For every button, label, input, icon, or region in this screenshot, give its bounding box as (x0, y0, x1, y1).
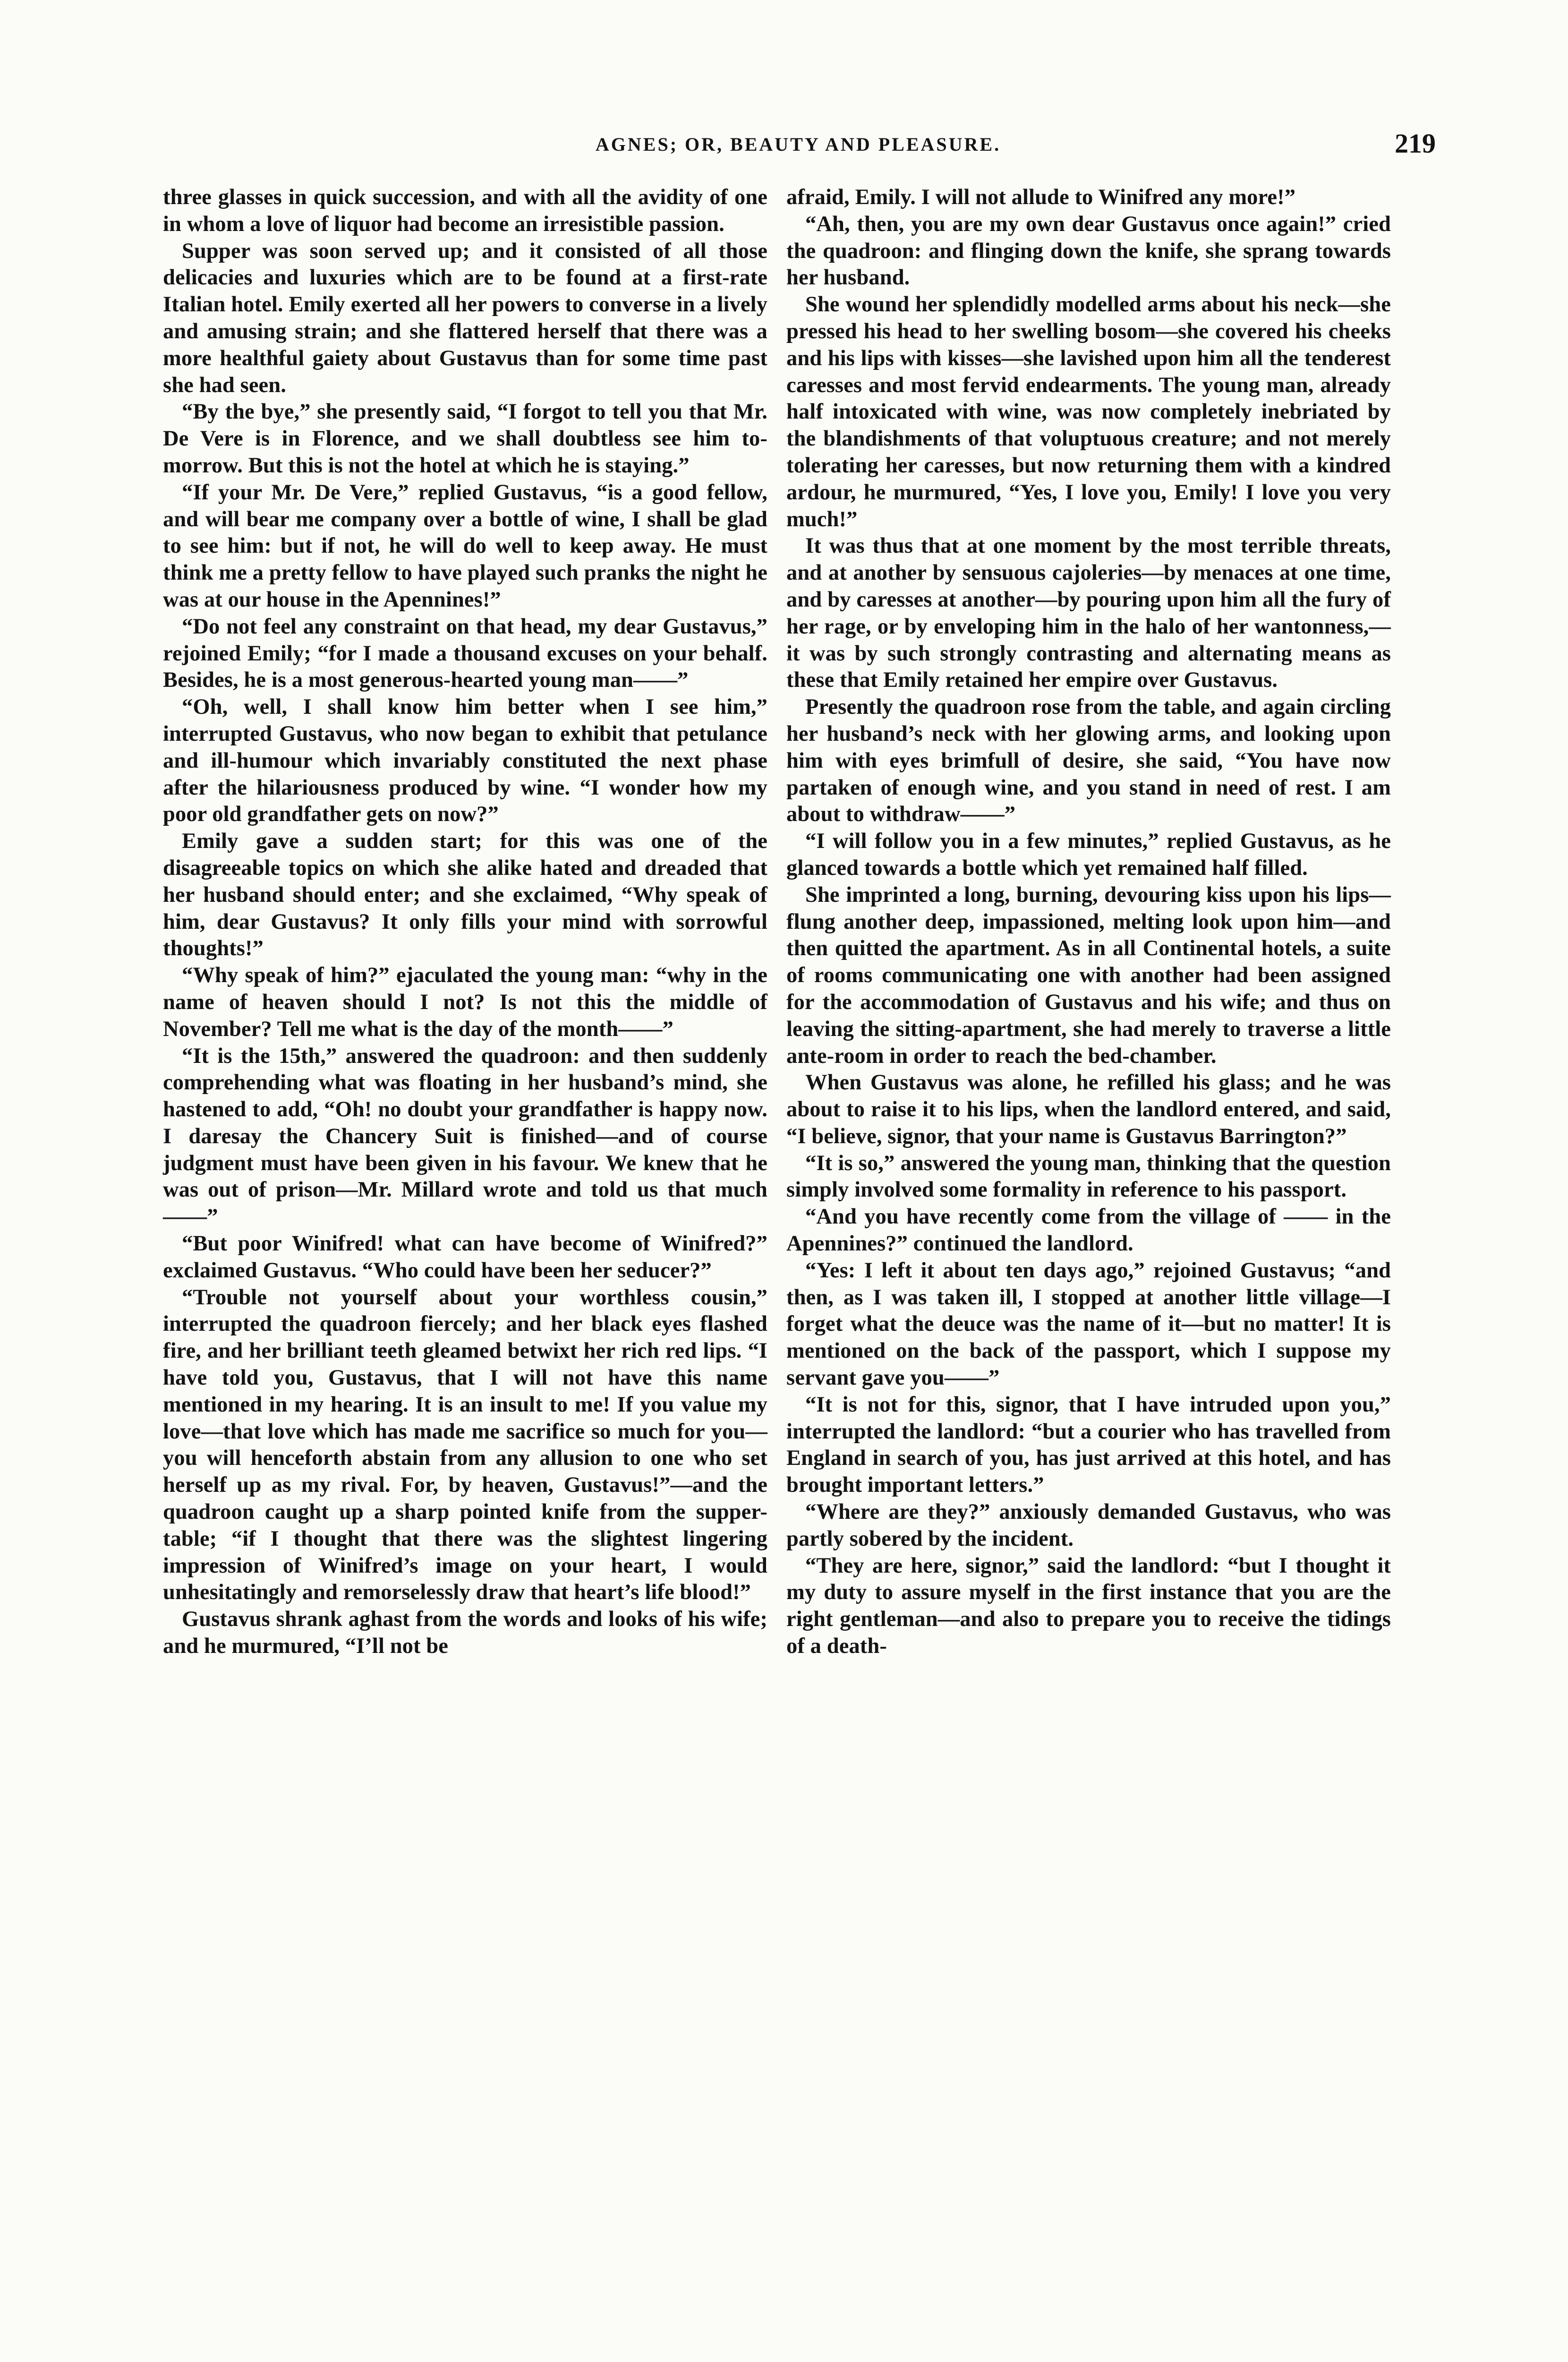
paragraph: “It is the 15th,” answered the quadroon: and then suddenly comprehending what was floating in her husband’s mind, she hastened to add, “Oh! no doubt your grandfather is happy now. I daresay the Chancery Suit is finished—and of course judgment must have been given in his favour. We knew that he was out of prison—Mr. Millard wrote and told us that much——” (163, 1044, 767, 1229)
paragraph: “They are here, signor,” said the landlord: “but I thought it my duty to assure myself in the first instance that you are the right gentleman—and also to prepare you to receive the tidings of a death- (786, 1553, 1391, 1659)
paragraph: It was thus that at one moment by the most terrible threats, and at another by sensuous cajoleries—by menaces at one time, and by caresses at another—by pouring upon him all the fury of her rage, or by enveloping him in the halo of her wantonness,—it was by such strongly contrasting and alternating means as these that Emily retained her empire over Gustavus. (786, 534, 1391, 693)
paragraph: Presently the quadroon rose from the table, and again circling her husband’s neck with her glowing arms, and looking upon him with eyes brimfull of desire, she said, “You have now partaken of enough wine, and you stand in need of rest. I am about to withdraw——” (786, 695, 1391, 827)
paragraph: “Do not feel any constraint on that head, my dear Gustavus,” rejoined Emily; “for I made a thousand excuses on your behalf. Besides, he is a most generous-hearted young man——” (163, 614, 767, 693)
paragraph: She imprinted a long, burning, devouring kiss upon his lips—flung another deep, impassioned, melting look upon him—and then quitted the apartment. As in all Continental hotels, a suite of rooms communicating one with another had been assigned for the accommodation of Gustavus and his wife; and thus on leaving the sitting-apartment, she had merely to traverse a little ante-room in order to reach the bed-chamber. (786, 882, 1391, 1068)
paragraph: “Oh, well, I shall know him better when I see him,” interrupted Gustavus, who now began to exhibit that petulance and ill-humour which invariably constituted the next phase after the hilariousness produced by wine. “I wonder how my poor old grandfather gets on now?” (163, 695, 767, 827)
paragraph: “Ah, then, you are my own dear Gustavus once again!” cried the quadroon: and flinging down the knife, she sprang towards her husband. (786, 212, 1391, 290)
paragraph: “If your Mr. De Vere,” replied Gustavus, “is a good fellow, and will bear me company over a bottle of wine, I shall be glad to see him: but if not, he will do well to keep away. He must think me a pretty fellow to have played such pranks the night he was at our house in the Apennines!” (163, 480, 767, 612)
paragraph: Gustavus shrank aghast from the words and looks of his wife; and he murmured, “I’ll not be (163, 1607, 767, 1659)
paragraph: “But poor Winifred! what can have become of Winifred?” exclaimed Gustavus. “Who could have been her seducer?” (163, 1232, 767, 1283)
right-column (786, 184, 1391, 1660)
page-number: 219 (1395, 128, 1436, 159)
paragraph: “And you have recently come from the village of —— in the Apennines?” continued the landlord. (786, 1205, 1391, 1256)
page-header (161, 128, 1436, 171)
paragraph: “By the bye,” she presently said, “I forgot to tell you that Mr. De Vere is in Florence, and we shall doubtless see him to-morrow. But this is not the hotel at which he is staying.” (163, 400, 767, 478)
paragraph: “It is so,” answered the young man, thinking that the question simply involved some formality in reference to his passport. (786, 1151, 1391, 1202)
left-column (163, 184, 767, 1660)
paragraph: “Yes: I left it about ten days ago,” rejoined Gustavus; “and then, as I was taken ill, I stopped at another little village—I forget what the deuce was the name of it—but no matter! It is mentioned on the back of the passport, which I suppose my servant gave you——” (786, 1258, 1391, 1390)
paragraph: “Why speak of him?” ejaculated the young man: “why in the name of heaven should I not? Is not this the middle of November? Tell me what is the day of the month——” (163, 963, 767, 1041)
paragraph: “I will follow you in a few minutes,” replied Gustavus, as he glanced towards a bottle which yet remained half filled. (786, 829, 1391, 880)
paragraph: “It is not for this, signor, that I have intruded upon you,” interrupted the landlord: “but a courier who has travelled from England in search of you, has just arrived at this hotel, and has brought important letters.” (786, 1392, 1391, 1498)
paragraph: afraid, Emily. I will not allude to Winifred any more!” (786, 185, 1296, 209)
paragraph: When Gustavus was alone, he refilled his glass; and he was about to raise it to his lips, when the landlord entered, and said, “I believe, signor, that your name is Gustavus Barrington?” (786, 1070, 1391, 1148)
paragraph: “Where are they?” anxiously demanded Gustavus, who was partly sobered by the incident. (786, 1500, 1391, 1551)
paragraph: Supper was soon served up; and it consisted of all those delicacies and luxuries which are to be found at a first-rate Italian hotel. Emily exerted all her powers to converse in a lively and amusing strain; and she flattered herself that there was a more healthful gaiety about Gustavus than for some time past she had seen. (163, 239, 767, 397)
paragraph: She wound her splendidly modelled arms about his neck—she pressed his head to her swelling bosom—she covered his cheeks and his lips with kisses—she lavished upon him all the tenderest caresses and most fervid endearments. The young man, already half intoxicated with wine, was now completely inebriated by the blandishments of that voluptuous creature; and not merely tolerating her caresses, but now returning them with a kindred ardour, he murmured, “Yes, I love you, Emily! I love you very much!” (786, 292, 1391, 531)
paragraph: “Trouble not yourself about your worthless cousin,” interrupted the quadroon fiercely; and her black eyes flashed fire, and her brilliant teeth gleamed betwixt her rich red lips. “I have told you, Gustavus, that I will not have this name mentioned in my hearing. It is an insult to me! If you value my love—that love which has made me sacrifice so much for you—you will henceforth abstain from any allusion to one who set herself up as my rival. For, by heaven, Gustavus!”—and the quadroon caught up a sharp pointed knife from the supper-table; “if I thought that there was the slightest lingering impression of Winifred’s image on your heart, I would unhesitatingly and remorselessly draw that heart’s life blood!” (163, 1285, 767, 1605)
running-title: AGNES; OR, BEAUTY AND PLEASURE. (595, 134, 1001, 155)
paragraph: Emily gave a sudden start; for this was one of the disagreeable topics on which she alike hated and dreaded that her husband should enter; and she exclaimed, “Why speak of him, dear Gustavus? It only fills your mind with sorrowful thoughts!” (163, 829, 767, 961)
paragraph: three glasses in quick succession, and with all the avidity of one in whom a love of liquor had become an irresistible passion. (163, 185, 767, 236)
